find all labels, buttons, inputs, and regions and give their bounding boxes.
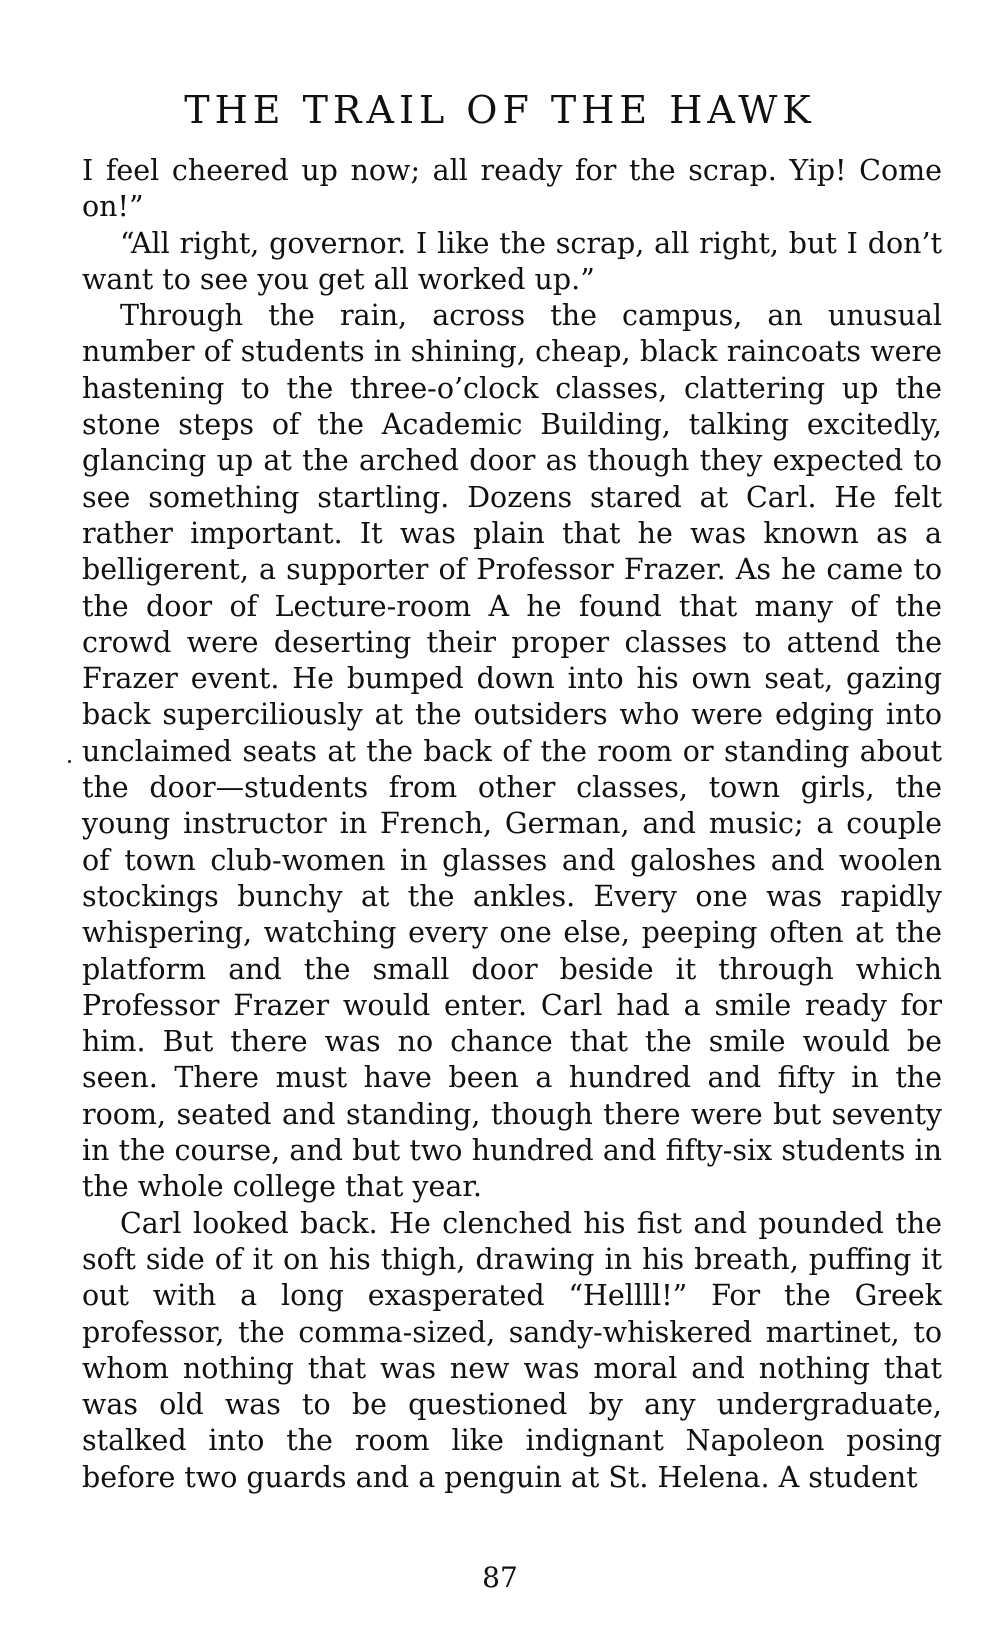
page-number: 87 (482, 1561, 518, 1594)
paragraph: Carl looked back. He clenched his fist and pounded the soft side of it on his thigh, drawing in his breath, puffing it out with a long exasperated “Hellll!” For the Greek professor, the comma-sized, sandy-whiskered martinet, to whom nothing that was new was moral and nothing that was old was to be questioned by any undergraduate, stalked into the room like indignant Napoleon posing before two guards and a penguin at St. Helena. A student (82, 1206, 942, 1494)
body-text (82, 153, 942, 1496)
running-head: THE TRAIL OF THE HAWK (184, 88, 816, 132)
print-speck (68, 760, 71, 763)
paragraph: “All right, governor. I like the scrap, all right, but I don’t want to see you get all worked up.” (82, 226, 942, 296)
paragraph-continued: I feel cheered up now; all ready for the scrap. Yip! Come on!” (82, 154, 942, 224)
paragraph: Through the rain, across the campus, an unusual number of students in shining, cheap, black raincoats were hastening to the three-o’clock classes, clattering up the stone steps of the Academic Building, talking excitedly, glancing up at the arched door as though they expected to see something startling. Dozens stared at Carl. He felt rather important. It was plain that he was known as a belligerent, a supporter of Professor Frazer. As he came to the door of Lecture-room A he found that many of the crowd were deserting their proper classes to attend the Frazer event. He bumped down into his own seat, gazing back superciliously at the outsiders who were edging into unclaimed seats at the back of the room or standing about the door—students from other classes, town girls, the young instructor in French, German, and music; a couple of town club-women in glasses and galoshes and woolen stockings bunchy at the ankles. Every one was rapidly whispering, watching every one else, peeping often at the platform and the small door beside it through which Professor Frazer would enter. Carl had a smile ready for him. But there was no chance that the smile would be seen. There must have been a hundred and fifty in the room, seated and standing, though there were but seventy in the course, and but two hundred and fifty-six students in the whole college that year. (82, 299, 942, 1204)
